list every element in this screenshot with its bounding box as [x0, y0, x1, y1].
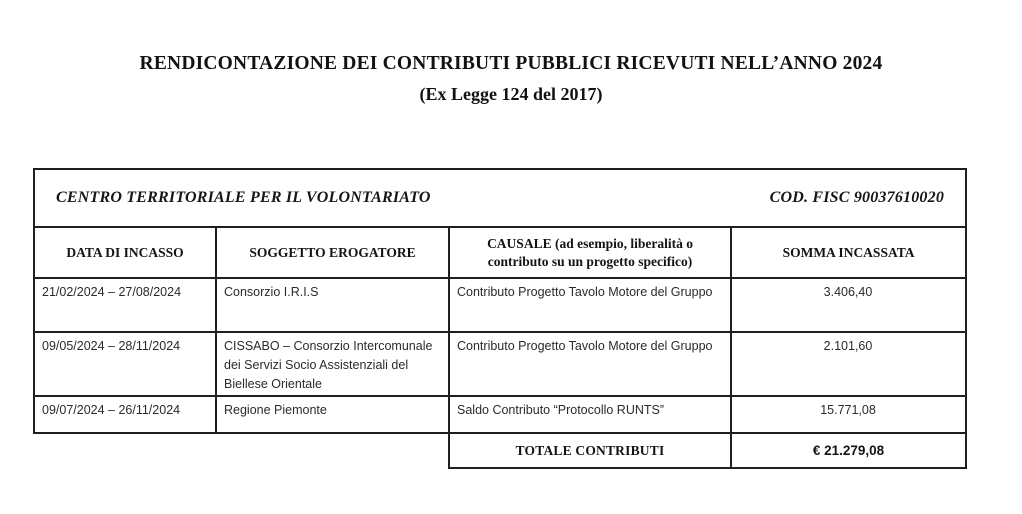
- cell-somma-incassata: 3.406,40: [731, 278, 966, 332]
- document-title-block: [0, 0, 1022, 105]
- cell-somma-incassata: 2.101,60: [731, 332, 966, 396]
- column-header-somma-incassata: SOMMA INCASSATA: [731, 227, 966, 278]
- total-row-spacer: [34, 433, 449, 468]
- org-band-row: [34, 169, 966, 227]
- cell-soggetto-erogatore: Consorzio I.R.I.S: [216, 278, 449, 332]
- table-row: [34, 278, 966, 332]
- cell-causale: Contributo Progetto Tavolo Motore del Gruppo: [449, 278, 731, 332]
- total-row: [34, 433, 966, 468]
- column-header-data-di-incasso: DATA DI INCASSO: [34, 227, 216, 278]
- organization-name: CENTRO TERRITORIALE PER IL VOLONTARIATO: [56, 189, 431, 206]
- cell-data-di-incasso: 21/02/2024 – 27/08/2024: [34, 278, 216, 332]
- cell-causale: Contributo Progetto Tavolo Motore del Gruppo: [449, 332, 731, 396]
- column-header-causale: CAUSALE (ad esempio, liberalità o contributo su un progetto specifico): [449, 227, 731, 278]
- cell-soggetto-erogatore: CISSABO – Consorzio Intercomunale dei Servizi Socio Assistenziali del Biellese Orientale: [216, 332, 449, 396]
- table-header-row: [34, 227, 966, 278]
- column-header-soggetto-erogatore: SOGGETTO EROGATORE: [216, 227, 449, 278]
- cell-causale: Saldo Contributo “Protocollo RUNTS”: [449, 396, 731, 433]
- cell-data-di-incasso: 09/07/2024 – 26/11/2024: [34, 396, 216, 433]
- document-subtitle: (Ex Legge 124 del 2017): [419, 84, 603, 105]
- cell-soggetto-erogatore: Regione Piemonte: [216, 396, 449, 433]
- document-title: RENDICONTAZIONE DEI CONTRIBUTI PUBBLICI RICEVUTI NELL’ANNO 2024: [139, 53, 883, 74]
- total-value: € 21.279,08: [731, 433, 966, 468]
- fiscal-code: COD. FISC 90037610020: [769, 189, 945, 206]
- contributions-table: [33, 168, 967, 469]
- org-band-cell: [34, 169, 966, 227]
- table-row: [34, 332, 966, 396]
- total-label: TOTALE CONTRIBUTI: [449, 433, 731, 468]
- cell-data-di-incasso: 09/05/2024 – 28/11/2024: [34, 332, 216, 396]
- cell-somma-incassata: 15.771,08: [731, 396, 966, 433]
- table-row: [34, 396, 966, 433]
